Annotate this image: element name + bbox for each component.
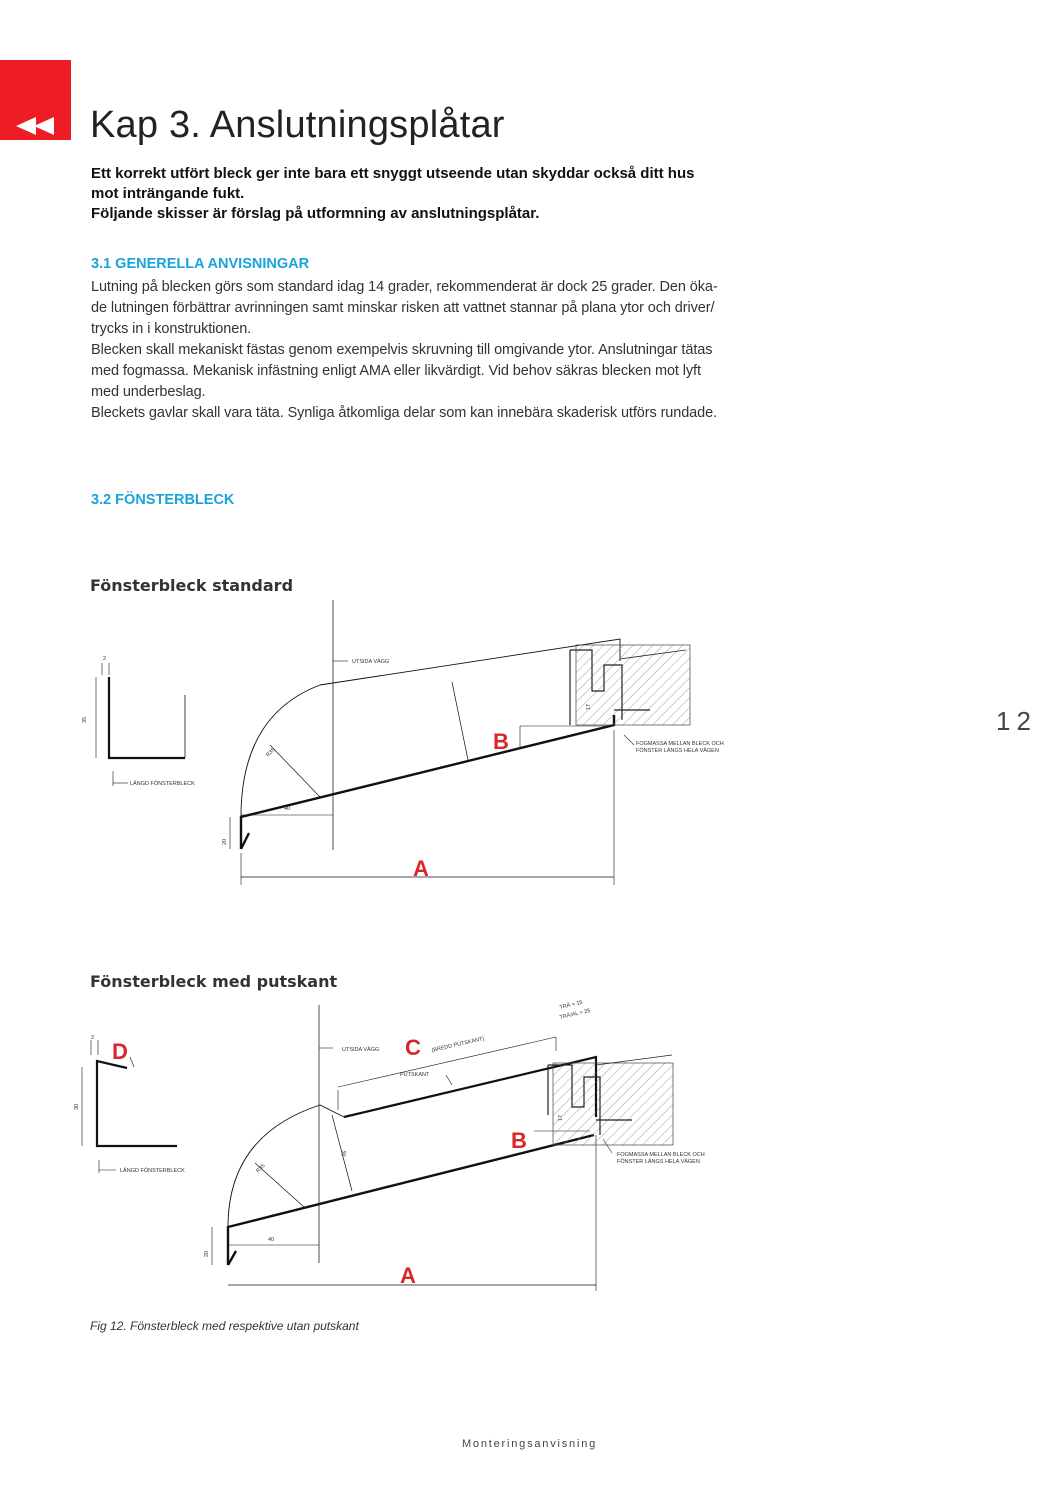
dim-letter-a: A [413,856,429,881]
dim-label: 2 [103,656,107,662]
dim-label: 2 [91,1035,95,1041]
utsida-vagg-label: UTSIDA VÄGG [342,1047,380,1053]
fogmassa-label: FÖNSTER LÄNGS HELA VÄGEN [617,1159,700,1165]
dim-letter-b: B [511,1128,527,1153]
fogmassa-label: FOGMASSA MELLAN BLECK OCH [617,1152,705,1158]
figure-caption: Fig 12. Fönsterbleck med respektive utan putskant [90,1319,359,1333]
utsida-vagg-label: UTSIDA VÄGG [352,659,390,665]
back-navigation-tab[interactable] [0,60,71,140]
body-line: med fogmassa. Mekanisk infästning enligt AMA eller likvärdigt. Vid behov säkras blecken mot lyft [91,363,701,379]
figure-title-putskant: Fönsterbleck med putskant [90,972,338,991]
dim-label: 20 [204,1250,210,1257]
body-line: Blecken skall mekaniskt fästas genom exempelvis skruvning till omgivande ytor. Anslutningar tätas [91,342,713,358]
dim-letter-d: D [112,1039,128,1064]
dim-label: 40 [284,806,291,812]
dim-letter-b: B [493,729,509,754]
page-title: Kap 3. Anslutningsplåtar [90,104,505,146]
diagram-fonsterbleck-putskant [0,995,800,1295]
bredd-putskant-label: (BREDD PUTSKANT) [431,1036,485,1054]
dim-label: 40 [268,1237,275,1243]
langd-label: LÄNGD FÖNSTERBLECK [120,1168,185,1174]
dim-letter-a: A [400,1263,416,1288]
page-number: 12 [996,706,1037,736]
section-heading-general: 3.1 GENERELLA ANVISNINGAR [91,256,310,272]
page-footer: Monteringsanvisning [461,1438,598,1450]
fogmassa-label: FOGMASSA MELLAN BLECK OCH [636,741,724,747]
tra-label: TRÄ = 15 [559,999,584,1011]
putskant-label: PUTSKANT [400,1072,430,1078]
profile-sketch [96,663,185,786]
fogmassa-label: FÖNSTER LÄNGS HELA VÄGEN [636,748,719,754]
dim-letter-c: C [405,1035,421,1060]
lead-line: mot inträngande fukt. [91,185,245,202]
lead-line: Ett korrekt utfört bleck ger inte bara ett snyggt utseende utan skyddar också ditt hus [91,165,695,182]
body-line: de lutningen förbättrar avrinningen samt minskar risken att vattnet stannar på plana ytor och driver/ [91,300,715,316]
radius-label: R35 [255,1163,267,1175]
double-left-arrow-icon [16,115,58,137]
figure-title-standard: Fönsterbleck standard [90,576,294,595]
dim-label: 35 [82,716,88,723]
body-line: med underbeslag. [91,384,206,400]
dim-label: 20 [222,838,228,845]
dim-label: 36 [341,1150,349,1158]
lead-line: Följande skisser är förslag på utformning av anslutningsplåtar. [91,205,540,222]
lead-paragraph [91,164,831,224]
radius-label: R35 [265,747,277,759]
section-body-general [91,277,836,424]
body-line: trycks in i konstruktionen. [91,321,252,337]
body-line: Lutning på blecken görs som standard idag 14 grader, rekommenderat är dock 25 grader. Den öka- [91,279,718,295]
section-heading-fonsterbleck: 3.2 FÖNSTERBLECK [91,492,235,508]
dim-label: 30 [74,1103,80,1110]
body-line: Bleckets gavlar skall vara täta. Synliga åtkomliga delar som kan innebära skaderisk utförs rundade. [91,405,718,421]
langd-label: LÄNGD FÖNSTERBLECK [130,781,195,787]
tra-al-label: TRÄ/AL = 25 [559,1008,592,1021]
diagram-fonsterbleck-standard [0,595,800,895]
